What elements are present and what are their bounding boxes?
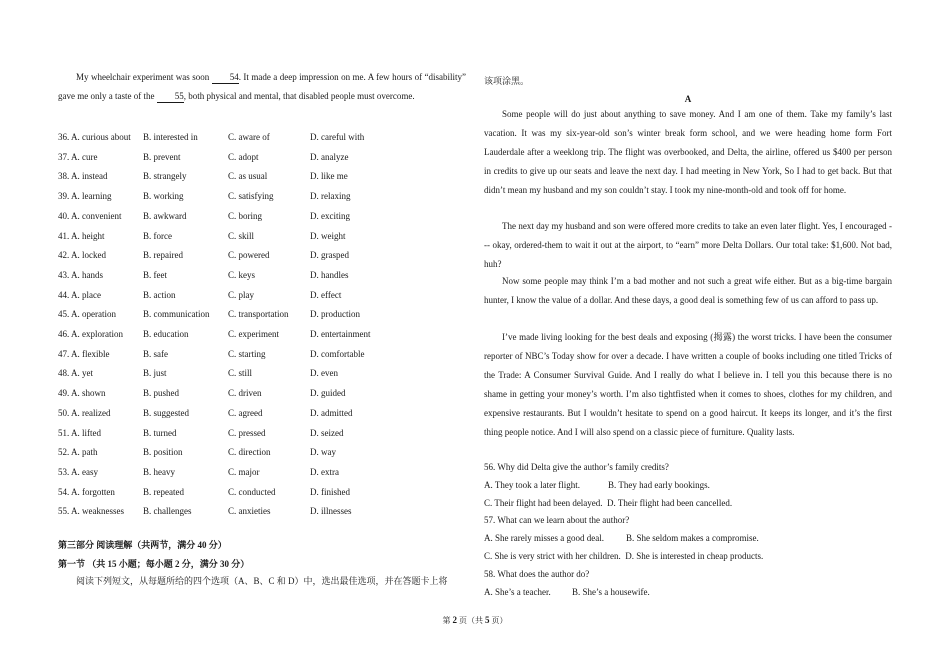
option-b: B. strangely — [143, 171, 187, 182]
option-a: 53. A. easy — [58, 466, 98, 477]
part3-heading: 第三部分 阅读理解（共两节，满分 40 分） — [58, 540, 227, 550]
question-56-options-row1 — [484, 479, 710, 491]
option-56d: D. Their flight had been cancelled. — [607, 498, 733, 508]
option-a: 44. A. place — [58, 289, 101, 300]
option-d: D. handles — [310, 269, 349, 280]
total-pages: 5 — [485, 615, 490, 625]
option-c: C. boring — [228, 210, 263, 221]
option-d: D. guided — [310, 388, 346, 399]
option-b: B. working — [143, 191, 184, 202]
option-a: 54. A. forgotten — [58, 486, 115, 497]
option-c: C. experiment — [228, 329, 279, 339]
option-c: C. pressed — [228, 427, 266, 438]
option-b: B. force — [143, 230, 172, 241]
cloze-text-3: , both physical and mental, that disabled people must overcome. — [183, 91, 415, 101]
option-c: C. play — [228, 289, 254, 300]
option-a: 51. A. lifted — [58, 427, 101, 438]
option-a: 36. A. curious about — [58, 132, 131, 142]
option-c: C. direction — [228, 447, 271, 458]
option-c: C. skill — [228, 230, 255, 241]
option-a: 43. A. hands — [58, 269, 103, 280]
option-d: D. careful with — [310, 132, 365, 142]
option-a: 48. A. yet — [58, 368, 93, 379]
option-c: C. conducted — [228, 486, 276, 497]
option-a: 47. A. flexible — [58, 348, 110, 359]
question-57-options-row2 — [484, 550, 763, 562]
option-57d: D. She is interested in cheap products. — [625, 551, 764, 561]
option-d: D. analyze — [310, 151, 349, 162]
option-c: C. as usual — [228, 171, 268, 182]
option-57b: B. She seldom makes a compromise. — [626, 533, 759, 543]
option-b: B. pushed — [143, 388, 179, 399]
option-d: D. even — [310, 368, 338, 379]
option-d: D. comfortable — [310, 348, 365, 359]
option-58a: A. She’s a teacher. — [484, 587, 551, 597]
option-b: B. prevent — [143, 151, 181, 162]
option-c: C. transportation — [228, 309, 289, 320]
option-d: D. way — [310, 447, 336, 458]
option-c: C. keys — [228, 269, 255, 280]
option-b: B. repaired — [143, 250, 183, 261]
option-b: B. just — [143, 368, 167, 379]
option-d: D. illnesses — [310, 506, 352, 517]
option-a: 52. A. path — [58, 447, 98, 458]
passage-paragraph: I’ve made living looking for the best deals and exposing (揭露) the worst tricks. I have been the consumer reporter of NBC’s Today show for over a decade. I have written a couple of books including one titled Tricks of the Trade: A Consumer Survival Guide. And I really do what I believe in. I tell you this because there is no shame in getting your money’s worth. I’m also tightfisted when it comes to shoes, clothes for my children, and expensive restaurants. But I wouldn’t hesitate to spend on a good haircut. It keeps its longer, and it’s the first thing people notice. And I will also spend on a classic piece of furniture. Quality lasts. — [484, 332, 892, 437]
option-d: D. admitted — [310, 407, 353, 418]
option-a: 55. A. weaknesses — [58, 506, 124, 517]
option-c: C. driven — [228, 388, 262, 399]
option-a: 45. A. operation — [58, 309, 116, 320]
page-footer — [0, 614, 950, 627]
option-b: B. position — [143, 447, 183, 458]
option-56b: B. They had early bookings. — [608, 480, 710, 490]
footer-prefix: 第 — [442, 616, 451, 625]
question-57-stem: 57. What can we learn about the author? — [484, 515, 630, 525]
cloze-text-1: My wheelchair experiment was soon — [76, 72, 210, 82]
question-58-options-row1 — [484, 586, 650, 598]
option-b: B. safe — [143, 348, 168, 359]
option-a: 40. A. convenient — [58, 210, 122, 221]
question-58-stem: 58. What does the author do? — [484, 569, 590, 579]
question-56-stem: 56. Why did Delta give the author’s family credits? — [484, 462, 669, 472]
cloze-closing-paragraph — [58, 68, 466, 106]
blank-55: 55 — [157, 91, 184, 103]
question-56-options-row2 — [484, 497, 732, 509]
option-b: B. action — [143, 289, 176, 300]
option-b: B. challenges — [143, 506, 192, 517]
option-56a: A. They took a later flight. — [484, 480, 581, 490]
option-a: 37. A. cure — [58, 151, 98, 162]
passage-paragraph: The next day my husband and son were offered more credits to take an even later flight. Yes, I encouraged --- okay, ordered-them to wait it out at the airport, to “earn” more Delta Dollars. Our total take: $1,600. Not bad, huh? — [484, 221, 892, 269]
option-b: B. education — [143, 329, 189, 339]
option-57a: A. She rarely misses a good deal. — [484, 533, 604, 543]
question-57-options-row1 — [484, 532, 759, 544]
option-d: D. extra — [310, 466, 339, 477]
option-b: B. suggested — [143, 407, 189, 418]
option-b: B. turned — [143, 427, 177, 438]
option-d: D. production — [310, 309, 360, 320]
option-d: D. seized — [310, 427, 344, 438]
option-d: D. weight — [310, 230, 346, 241]
option-c: C. still — [228, 368, 253, 379]
option-c: C. major — [228, 466, 260, 477]
option-a: 42. A. locked — [58, 250, 106, 261]
option-b: B. communication — [143, 309, 210, 320]
section1-heading: 第一节 （共 15 小题；每小题 2 分，满分 30 分） — [58, 559, 250, 569]
blank-54: 54 — [212, 72, 239, 84]
option-b: B. heavy — [143, 466, 175, 477]
option-b: B. repeated — [143, 486, 184, 497]
option-d: D. exciting — [310, 210, 350, 221]
option-c: C. anxieties — [228, 506, 271, 517]
option-58b: B. She’s a housewife. — [572, 587, 650, 597]
option-a: 46. A. exploration — [58, 329, 123, 339]
option-a: 49. A. shown — [58, 388, 106, 399]
passage-paragraph: Some people will do just about anything to save money. And I am one of them. Take my family’s last vacation. It was my six-year-old son’s winter break form school, and we were heading home form Fort Lauderdale after a weeklong trip. The flight was overbooked, and Delta, the airline, offered us $400 per person in credits to give up our seats and leave the next day. I had meeting in New York, So I had to get back. But that didn’t mean my husband and my son couldn’t stay. I took my nine-month-old and took off for home. — [484, 109, 892, 195]
option-d: D. relaxing — [310, 191, 351, 202]
option-c: C. agreed — [228, 407, 263, 418]
passage-label: A — [684, 94, 692, 104]
option-c: C. adopt — [228, 151, 259, 162]
option-c: C. powered — [228, 250, 270, 261]
option-a: 39. A. learning — [58, 191, 112, 202]
option-d: D. finished — [310, 486, 350, 497]
option-a: 50. A. realized — [58, 407, 111, 418]
option-b: B. interested in — [143, 132, 198, 142]
footer-suffix: 页） — [491, 616, 508, 625]
option-a: 41. A. height — [58, 230, 105, 241]
option-b: B. awkward — [143, 210, 187, 221]
option-56c: C. Their flight had been delayed. — [484, 498, 603, 508]
option-b: B. feet — [143, 269, 167, 280]
current-page-number: 2 — [452, 615, 457, 625]
option-c: C. satisfying — [228, 191, 274, 202]
option-c: C. starting — [228, 348, 266, 359]
reading-instruction: 阅读下列短文，从每题所给的四个选项（A、B、C 和 D）中，选出最佳选项，并在答题卡上将 — [76, 576, 448, 586]
option-d: D. effect — [310, 289, 342, 300]
option-d: D. grasped — [310, 250, 349, 261]
option-57c: C. She is very strict with her children. — [484, 551, 621, 561]
option-d: D. entertainment — [310, 329, 371, 339]
option-a: 38. A. instead — [58, 171, 108, 182]
option-c: C. aware of — [228, 132, 270, 142]
footer-middle: 页（共 — [459, 616, 483, 625]
cloze-text-2: . It made a deep impression on me. A few hours of “disability” gave me only a taste of the — [58, 72, 466, 101]
option-d: D. like me — [310, 171, 348, 182]
instruction-continued: 该项涂黑。 — [484, 76, 530, 86]
passage-paragraph: Now some people may think I’m a bad mother and not such a great wife either. But as a big-time bargain hunter, I know the value of a dollar. And these days, a good deal is something few of us can afford to pass up. — [484, 276, 892, 305]
